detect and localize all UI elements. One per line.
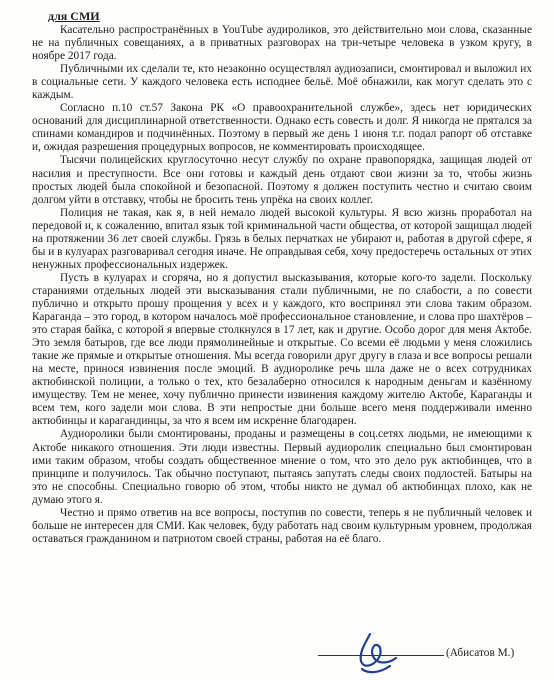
handwritten-signature bbox=[350, 628, 406, 678]
paragraph-1: Касательно распространённых в YouTube аудироликов, это действительно мои слова, сказанные не на публичных совещаниях, а в приватных разговорах на три-четыре человека в узком кругу, в ноябре 2017 года. bbox=[32, 24, 532, 63]
signer-name: (Абисатов М.) bbox=[446, 647, 515, 659]
paragraph-8: Честно и прямо ответив на все вопросы, поступив по совести, теперь я не публичный человек и больше не интересен для СМИ. Как человек, буду работать над своим культурным уровнем, продолжая оставаться гражданином и патриотом своей страны, работая на её благо. bbox=[32, 506, 532, 545]
document-heading: для СМИ bbox=[48, 9, 100, 23]
paragraph-4: Тысячи полицейских круглосуточно несут службу по охране правопорядка, защищая людей от насилия и преступности. Все они готовы и каждый день отдают свои жизни за то, чтобы жизнь простых людей была спокойной и безопасной. Поэтому я должен поступить честно и считаю своим долгом уйти в отставку, чтобы не бросить тень упрёка на своих коллег. bbox=[32, 154, 532, 206]
signature-block bbox=[0, 638, 554, 672]
paragraph-2: Публичными их сделали те, кто незаконно осуществлял аудиозаписи, смонтировал и выложил их в социальные сети. У каждого человека есть исподнее бельё. Моё обнажили, как могут сделать это с каждым. bbox=[32, 63, 532, 102]
paragraph-3: Согласно п.10 ст.57 Закона РК «О правоохранительной службе», здесь нет юридических оснований для дисциплинарной ответственности. Однако есть совесть и долг. Я никогда не прятался за спинами командиров и подчинённых. Поэтому в первый же день 1 июня т.г. подал рапорт об отставке и, ожидая разрешения процедурных вопросов, не комментировать происходящее. bbox=[32, 102, 532, 154]
paragraph-7: Аудиоролики были смонтированы, проданы и размещены в соц.сетях людьми, не имеющими к Актобе никакого отношения. Эти люди известны. Первый аудиоролик специально был смонтирован ими таким образом, чтобы создать общественное мнение о том, что это дело рук актюбинцев, что в принципе и получилось. Так обычно поступают, пытаясь запутать следы своих подлостей. Батыры на это не способны. Специально говорю об этом, чтобы никто не думал об актюбинцах плохо, как не думаю этого я. bbox=[32, 428, 532, 506]
paragraph-6: Пусть в кулуарах и сгоряча, но я допустил высказывания, которые кого-то задели. Поскольку стараниями отдельных людей эти высказывания стали публичными, не по слабости, а по совести публично и открыто прошу прощения у всех и у каждого, кто воспринял эти слова таким образом. Караганда – это город, в котором началось моё профессиональное становление, и слова про шахтёров – это старая байка, с которой я впервые столкнулся в 17 лет, как и другие. Особо дорог для меня Актобе. Это земля батыров, где все люди прямолинейные и открытые. Со всеми её людьми у меня сложились такие же прямые и открытые отношения. Мы всегда говорили друг другу в глаза и все вопросы решали на месте, принося извинения после эмоций. В аудиоролике речь шла даже не о всех сотрудниках актюбинской полиции, а только о тех, кто безалаберно относился к народным деньгам и казённому имуществу. Тем не менее, хочу публично принести извинения каждому жителю Актобе, Караганды и всем тем, кого задели мои слова. В эти непростые дни больше всего меня поддерживали именно актюбинцы и карагандинцы, за что я всем им искренне благодарен. bbox=[32, 271, 532, 428]
paragraph-5: Полиция не такая, как я, в ней немало людей высокой культуры. Я всю жизнь проработал на передовой и, к сожалению, впитал язык той криминальной части общества, от которой защищал людей на протяжении 36 лет своей службы. Грязь в белых перчатках не убирают и, работая в другой сфере, я бы и в кулуарах разговаривал сегодня иначе. Не оправдывая себя, хочу предостеречь остальных от этих ненужных профессиональных издержек. bbox=[32, 206, 532, 271]
